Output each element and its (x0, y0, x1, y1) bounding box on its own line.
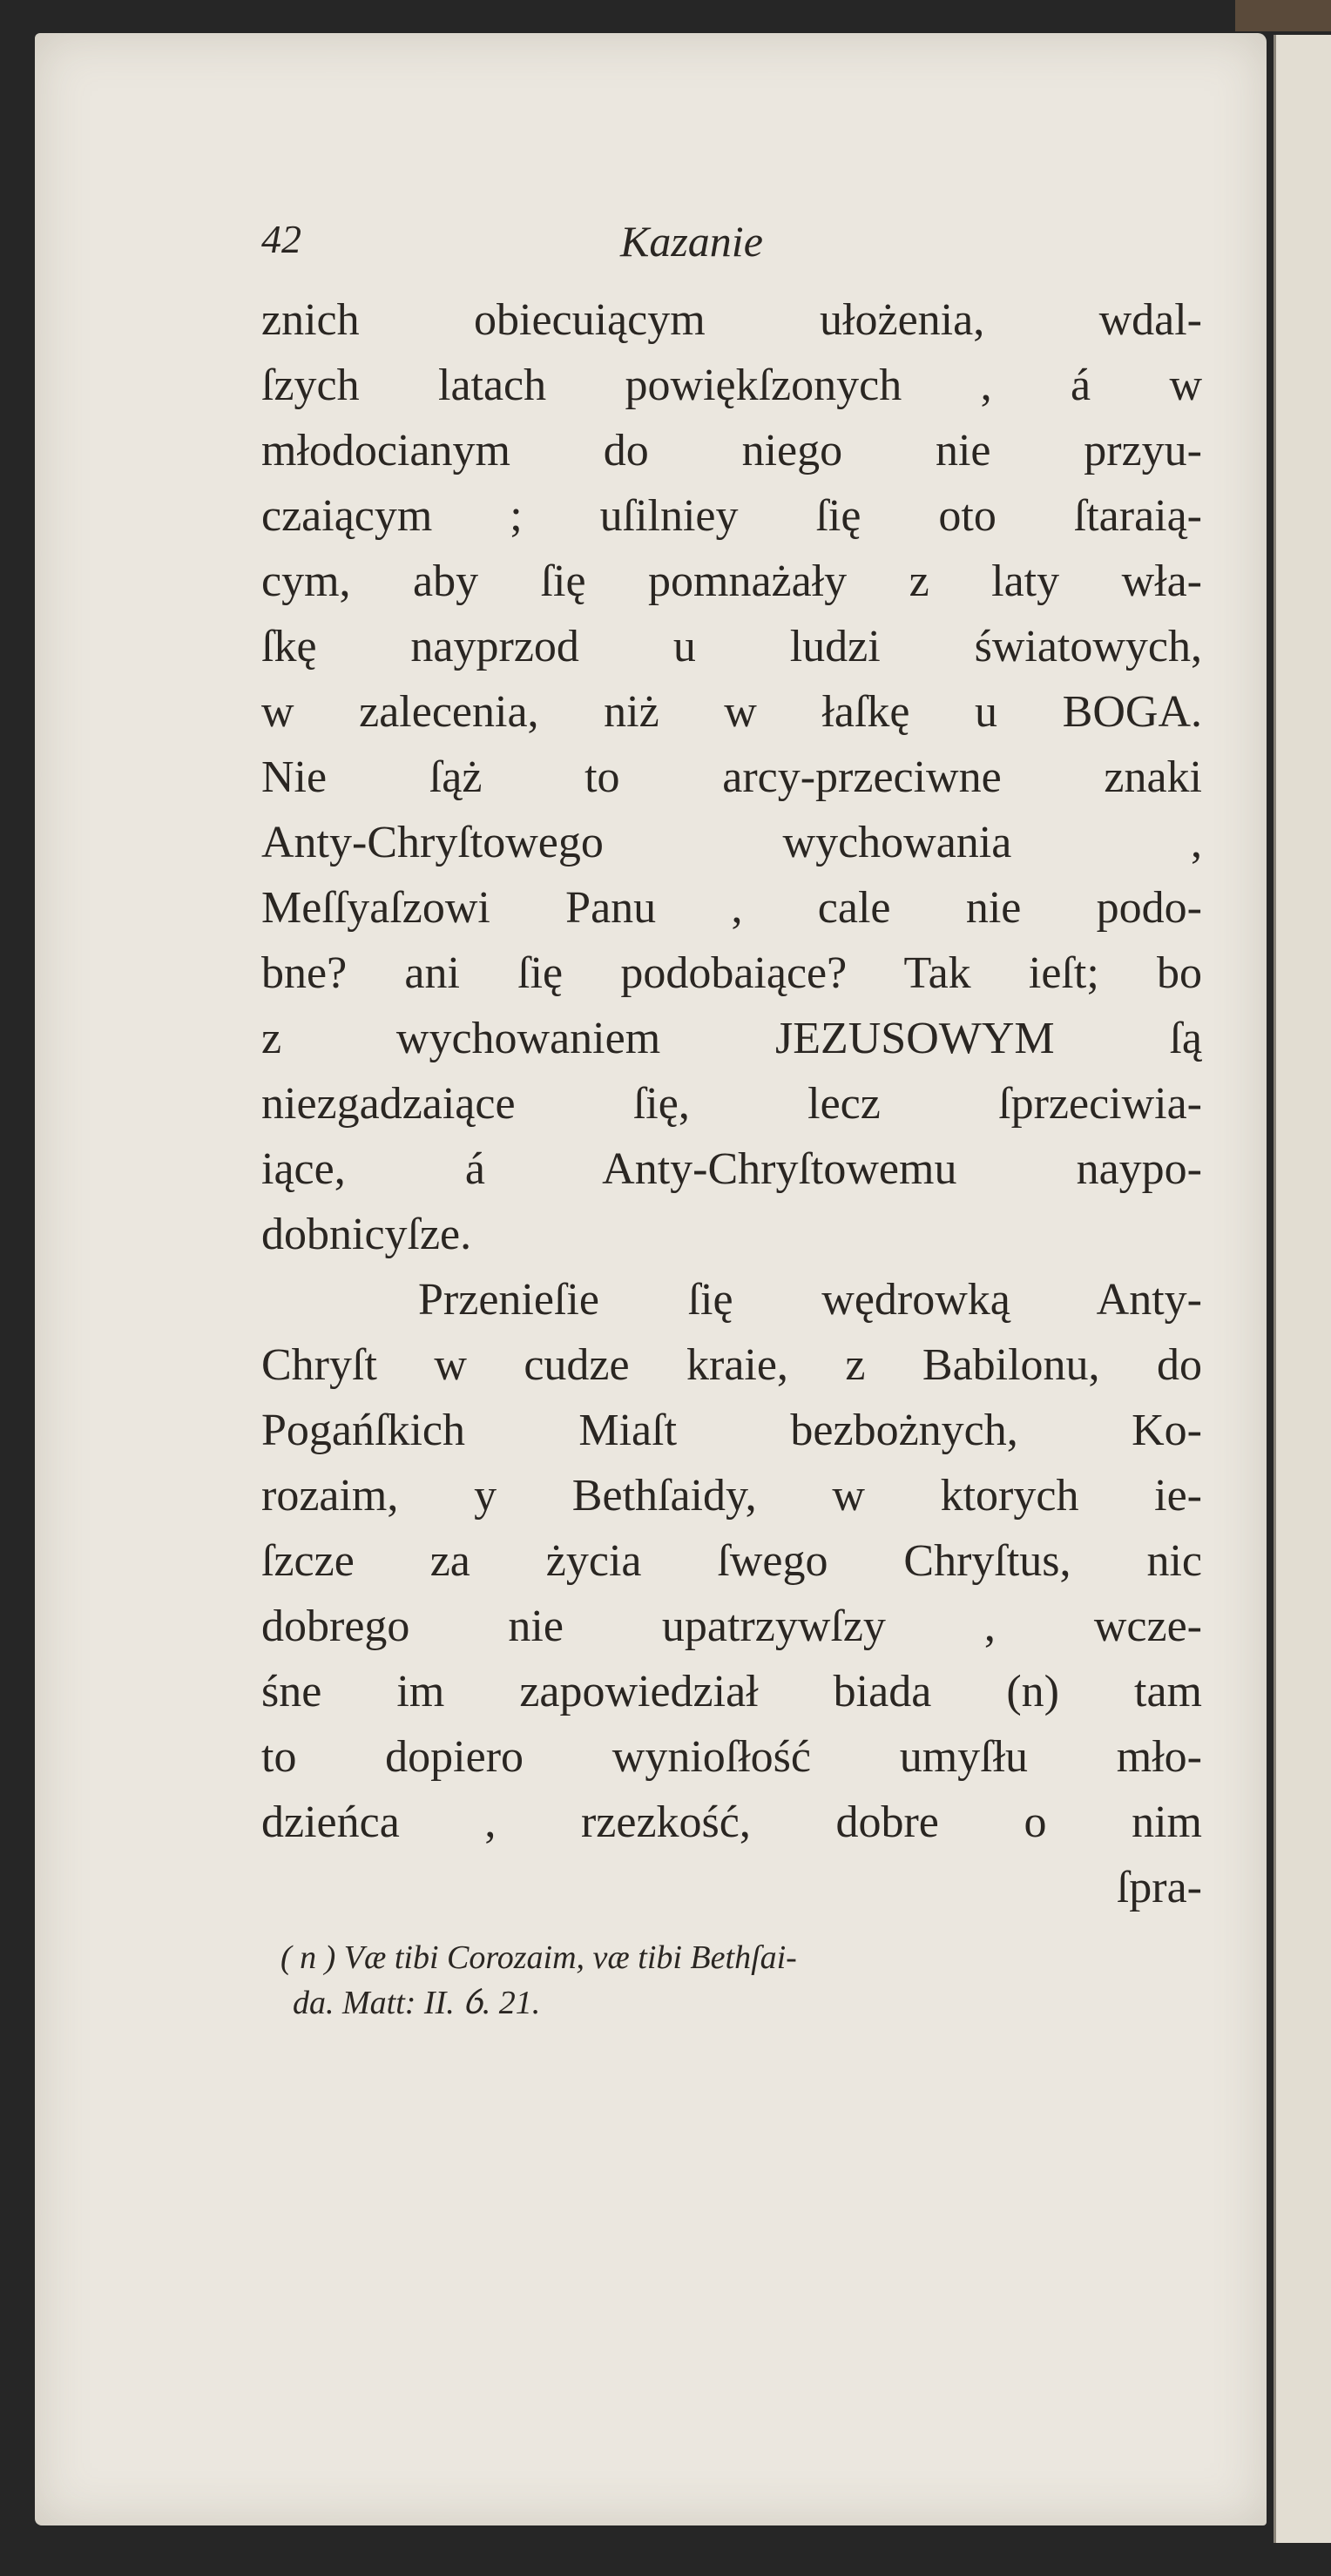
text-line: Pogańſkich Miaſt bezbożnych, Ko- (261, 1406, 1202, 1455)
text-line: Meſſyaſzowi Panu , cale nie podo- (261, 883, 1202, 933)
text-line: niezgadzaiące ſię, lecz ſprzeciwia- (261, 1079, 1202, 1129)
text-line: śne im zapowiedział biada (n) tam (261, 1667, 1202, 1716)
adjacent-page-edge (1274, 35, 1331, 2543)
text-line: Chryſt w cudze kraie, z Babilonu, do (261, 1340, 1202, 1390)
text-line: cym, aby ſię pomnażały z laty wła- (261, 556, 1202, 606)
text-line: ſzych latach powiękſzonych , á w (261, 361, 1202, 410)
text-line: Przenieſie ſię wędrowką Anty- (418, 1275, 1202, 1325)
text-line: dobrego nie upatrzywſzy , wcze- (261, 1602, 1202, 1651)
text-line: znich obiecuiącym ułożenia, wdal- (261, 295, 1202, 345)
page-number: 42 (261, 217, 301, 261)
text-line: to dopiero wynioſłość umyſłu mło- (261, 1732, 1202, 1782)
text-line: bne? ani ſię podobaiące? Tak ieſt; bo (261, 948, 1202, 998)
body-text (261, 287, 1202, 1920)
text-line: z wychowaniem JEZUSOWYM ſą (261, 1014, 1202, 1063)
book-spine (1235, 0, 1331, 31)
text-line: czaiącym ; uſilniey ſię oto ſtaraią- (261, 491, 1202, 541)
text-line: ſzcze za życia ſwego Chryſtus, nic (261, 1536, 1202, 1586)
text-line: rozaim, y Bethſaidy, w ktorych ie- (261, 1471, 1202, 1521)
text-line: Nie ſąż to arcy-przeciwne znaki (261, 752, 1202, 802)
footnote (280, 1935, 1195, 2026)
text-line: Anty-Chryſtowego wychowania , (261, 818, 1202, 867)
running-title: Kazanie (620, 217, 763, 266)
text-line: dzieńca , rzezkość, dobre o nim (261, 1797, 1202, 1847)
text-line: dobnicyſze. (261, 1210, 472, 1259)
page-header (261, 216, 1193, 277)
catchword: ſpra- (1116, 1863, 1202, 1912)
text-line: młodocianym do niego nie przyu- (261, 426, 1202, 475)
text-line: iące, á Anty-Chryſtowemu naypo- (261, 1144, 1202, 1194)
footnote-line: ( n ) Væ tibi Corozaim, væ tibi Bethſai- (280, 1939, 797, 1976)
text-line: w zalecenia, niż w łaſkę u BOGA. (261, 687, 1202, 737)
text-line: ſkę nayprzod u ludzi światowych, (261, 622, 1202, 671)
footnote-line: da. Matt: II. ỽ. 21. (293, 1985, 541, 2021)
